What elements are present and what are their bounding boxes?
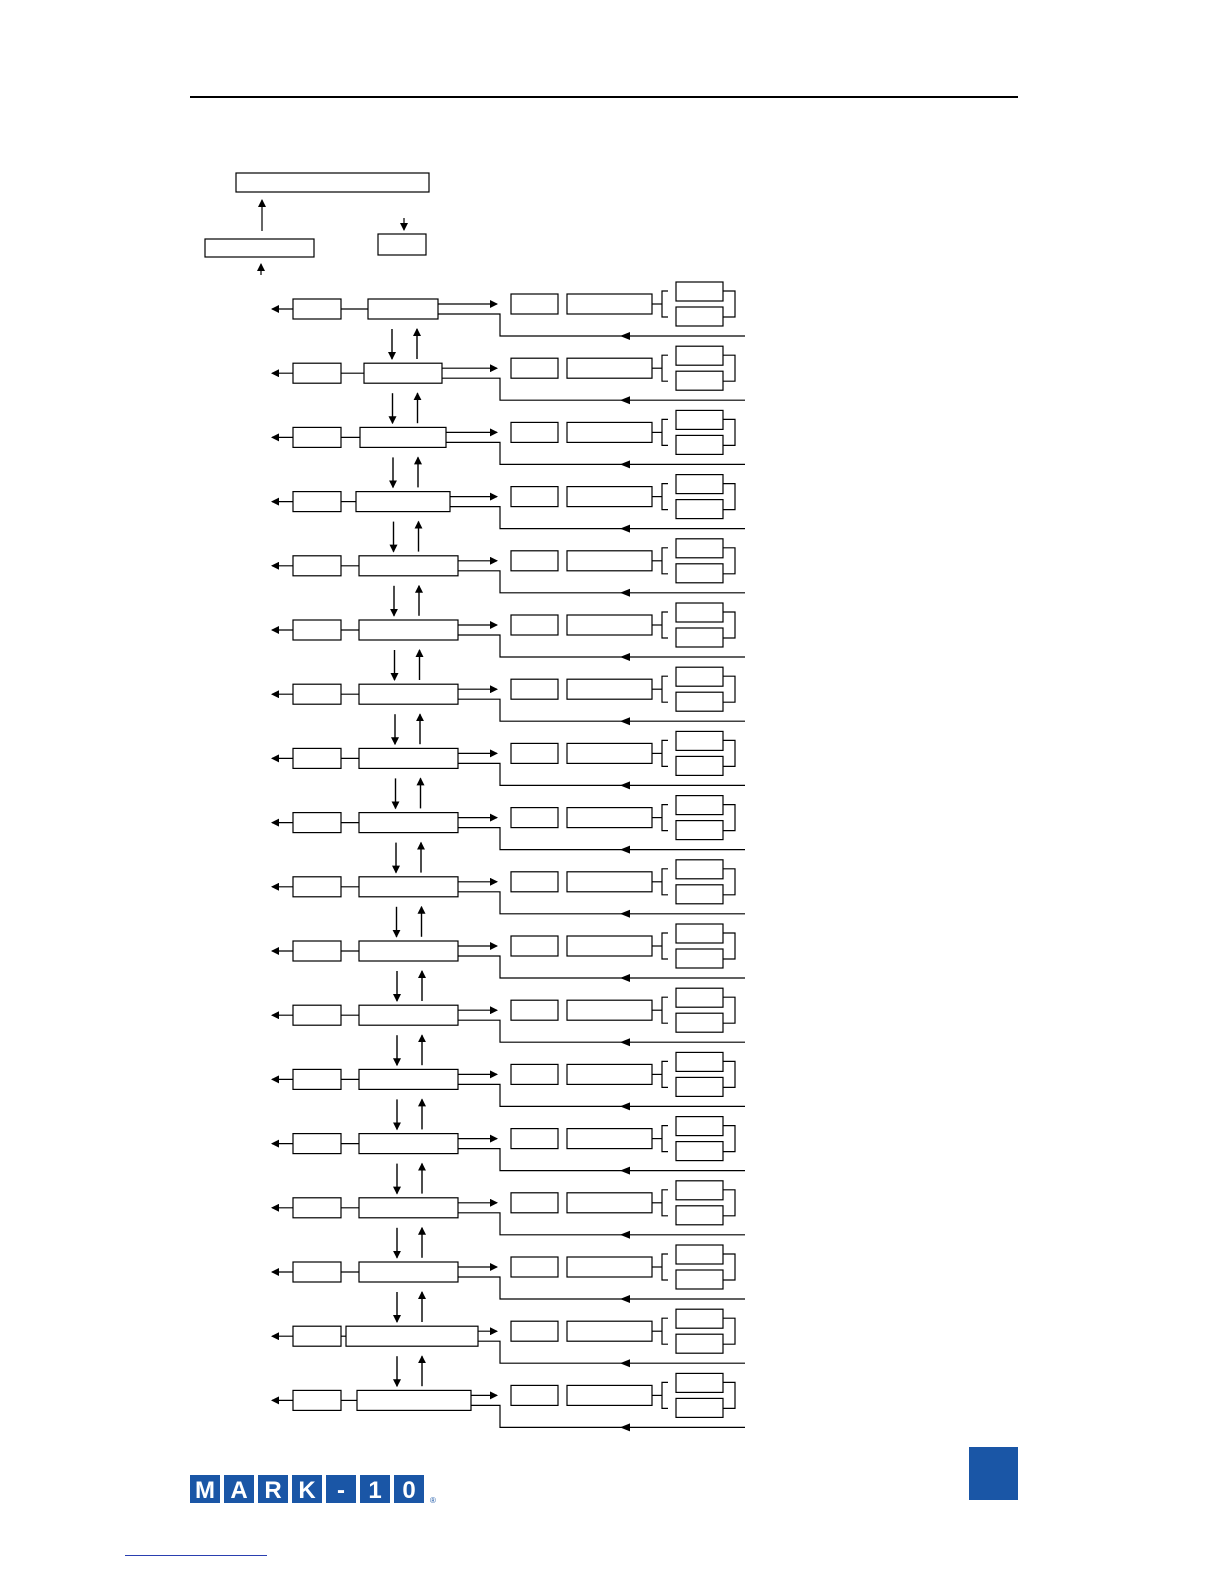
option-box-a xyxy=(676,731,723,750)
menu-item-box xyxy=(359,684,458,704)
option-bracket xyxy=(662,676,668,702)
value-box xyxy=(567,294,652,314)
menu-item-box xyxy=(359,620,458,640)
setting-box xyxy=(511,1321,558,1341)
setting-box xyxy=(511,1064,558,1084)
option-right-bracket xyxy=(723,1061,735,1087)
option-bracket xyxy=(662,740,668,766)
return-arrowhead xyxy=(620,332,630,340)
return-arrowhead xyxy=(620,1231,630,1239)
left-option-box xyxy=(293,427,341,447)
setting-box xyxy=(511,1129,558,1149)
mark-10-logo-icon xyxy=(190,1473,436,1505)
option-bracket xyxy=(662,355,668,381)
option-box-a xyxy=(676,1245,723,1264)
menu-item-box xyxy=(360,427,446,447)
option-box-b xyxy=(676,1334,723,1353)
menu-item-box xyxy=(359,1198,458,1218)
option-right-bracket xyxy=(723,740,735,766)
menu-item-box xyxy=(359,1262,458,1282)
option-box-a xyxy=(676,1309,723,1328)
return-arrowhead xyxy=(620,589,630,597)
menu-item-box xyxy=(359,1069,458,1089)
option-box-a xyxy=(676,1181,723,1200)
logo-letter: - xyxy=(337,1477,345,1504)
left-option-box xyxy=(293,299,341,319)
value-box xyxy=(567,808,652,828)
option-box-b xyxy=(676,435,723,454)
left-option-box xyxy=(293,1262,341,1282)
menu-item-box xyxy=(364,363,442,383)
option-right-bracket xyxy=(723,548,735,574)
menu-item-box xyxy=(357,1390,471,1410)
return-arrowhead xyxy=(620,396,630,404)
option-box-b xyxy=(676,628,723,647)
value-box xyxy=(567,679,652,699)
option-bracket xyxy=(662,869,668,895)
option-box-b xyxy=(676,307,723,326)
left-option-box xyxy=(293,1069,341,1089)
left-entry-box xyxy=(205,239,314,257)
return-arrowhead xyxy=(620,1167,630,1175)
value-box xyxy=(567,1193,652,1213)
option-bracket xyxy=(662,997,668,1023)
option-right-bracket xyxy=(723,676,735,702)
value-box xyxy=(567,358,652,378)
option-box-b xyxy=(676,885,723,904)
option-box-b xyxy=(676,1206,723,1225)
option-bracket xyxy=(662,548,668,574)
option-right-bracket xyxy=(723,997,735,1023)
option-right-bracket xyxy=(723,869,735,895)
value-box xyxy=(567,615,652,635)
option-right-bracket xyxy=(723,1190,735,1216)
option-box-a xyxy=(676,475,723,494)
option-box-b xyxy=(676,949,723,968)
option-box-a xyxy=(676,603,723,622)
option-right-bracket xyxy=(723,805,735,831)
option-bracket xyxy=(662,1318,668,1344)
left-option-box xyxy=(293,1390,341,1410)
option-right-bracket xyxy=(723,291,735,317)
option-bracket xyxy=(662,805,668,831)
value-box xyxy=(567,1064,652,1084)
left-option-box xyxy=(293,877,341,897)
return-arrowhead xyxy=(620,1423,630,1431)
option-right-bracket xyxy=(723,419,735,445)
setting-box xyxy=(511,1385,558,1405)
setting-box xyxy=(511,1257,558,1277)
left-option-box xyxy=(293,684,341,704)
setting-box xyxy=(511,872,558,892)
left-option-box xyxy=(293,620,341,640)
option-box-a xyxy=(676,924,723,943)
value-box xyxy=(567,487,652,507)
return-arrowhead xyxy=(620,717,630,725)
setting-box xyxy=(511,936,558,956)
logo-letter: K xyxy=(298,1477,316,1504)
left-option-box xyxy=(293,363,341,383)
option-bracket xyxy=(662,1126,668,1152)
setting-box xyxy=(511,1193,558,1213)
option-box-a xyxy=(676,1052,723,1071)
return-arrowhead xyxy=(620,846,630,854)
option-bracket xyxy=(662,1382,668,1408)
return-arrowhead xyxy=(620,1102,630,1110)
option-box-a xyxy=(676,346,723,365)
option-bracket xyxy=(662,612,668,638)
option-box-a xyxy=(676,282,723,301)
value-box xyxy=(567,551,652,571)
setting-box xyxy=(511,743,558,763)
menu-item-box xyxy=(359,1134,458,1154)
option-box-b xyxy=(676,371,723,390)
option-box-a xyxy=(676,539,723,558)
setting-box xyxy=(511,358,558,378)
left-option-box xyxy=(293,1326,341,1346)
setting-box xyxy=(511,679,558,699)
menu-item-box xyxy=(359,941,458,961)
option-box-a xyxy=(676,410,723,429)
value-box xyxy=(567,1257,652,1277)
value-box xyxy=(567,1321,652,1341)
option-box-a xyxy=(676,796,723,815)
option-box-b xyxy=(676,1013,723,1032)
top-wide-box xyxy=(236,173,429,192)
left-option-box xyxy=(293,748,341,768)
logo-letter: A xyxy=(230,1477,248,1504)
return-arrowhead xyxy=(620,1038,630,1046)
option-box-b xyxy=(676,1142,723,1161)
setting-box xyxy=(511,422,558,442)
return-arrowhead xyxy=(620,525,630,533)
option-bracket xyxy=(662,484,668,510)
setting-box xyxy=(511,487,558,507)
left-option-box xyxy=(293,1198,341,1218)
logo-letter: 1 xyxy=(368,1477,382,1504)
menu-item-box xyxy=(359,748,458,768)
option-box-b xyxy=(676,1398,723,1417)
logo-letter: R xyxy=(264,1477,282,1504)
start-box xyxy=(378,234,426,255)
return-arrowhead xyxy=(620,910,630,918)
option-bracket xyxy=(662,1254,668,1280)
page-number-box xyxy=(969,1447,1018,1500)
left-option-box xyxy=(293,1005,341,1025)
setting-box xyxy=(511,808,558,828)
value-box xyxy=(567,1000,652,1020)
option-right-bracket xyxy=(723,1382,735,1408)
option-box-a xyxy=(676,988,723,1007)
option-bracket xyxy=(662,1190,668,1216)
option-box-a xyxy=(676,860,723,879)
value-box xyxy=(567,1129,652,1149)
value-box xyxy=(567,936,652,956)
menu-item-box xyxy=(359,1005,458,1025)
value-box xyxy=(567,872,652,892)
option-right-bracket xyxy=(723,933,735,959)
option-right-bracket xyxy=(723,1254,735,1280)
setting-box xyxy=(511,1000,558,1020)
return-arrowhead xyxy=(620,1359,630,1367)
option-box-b xyxy=(676,500,723,519)
footer-link-underline xyxy=(125,1555,267,1556)
option-box-a xyxy=(676,667,723,686)
option-right-bracket xyxy=(723,1318,735,1344)
option-bracket xyxy=(662,419,668,445)
option-right-bracket xyxy=(723,355,735,381)
option-bracket xyxy=(662,291,668,317)
option-right-bracket xyxy=(723,1126,735,1152)
return-arrowhead xyxy=(620,653,630,661)
left-option-box xyxy=(293,1134,341,1154)
option-bracket xyxy=(662,933,668,959)
menu-item-box xyxy=(359,813,458,833)
value-box xyxy=(567,743,652,763)
return-arrowhead xyxy=(620,460,630,468)
option-box-b xyxy=(676,821,723,840)
left-option-box xyxy=(293,813,341,833)
setting-box xyxy=(511,615,558,635)
menu-item-box xyxy=(346,1326,478,1346)
logo-letter: M xyxy=(195,1477,215,1504)
registered-mark: ® xyxy=(430,1496,436,1505)
option-right-bracket xyxy=(723,484,735,510)
menu-item-box xyxy=(356,492,450,512)
option-box-b xyxy=(676,1270,723,1289)
option-box-b xyxy=(676,692,723,711)
left-option-box xyxy=(293,556,341,576)
value-box xyxy=(567,422,652,442)
return-arrowhead xyxy=(620,1295,630,1303)
option-box-b xyxy=(676,1077,723,1096)
option-box-a xyxy=(676,1117,723,1136)
value-box xyxy=(567,1385,652,1405)
option-box-b xyxy=(676,756,723,775)
return-arrowhead xyxy=(620,781,630,789)
return-arrowhead xyxy=(620,974,630,982)
option-box-a xyxy=(676,1373,723,1392)
setting-box xyxy=(511,551,558,571)
left-option-box xyxy=(293,492,341,512)
menu-item-box xyxy=(359,877,458,897)
left-option-box xyxy=(293,941,341,961)
option-right-bracket xyxy=(723,612,735,638)
option-box-b xyxy=(676,564,723,583)
menu-item-box xyxy=(368,299,438,319)
logo-letter: 0 xyxy=(402,1477,416,1504)
menu-item-box xyxy=(359,556,458,576)
setting-box xyxy=(511,294,558,314)
option-bracket xyxy=(662,1061,668,1087)
